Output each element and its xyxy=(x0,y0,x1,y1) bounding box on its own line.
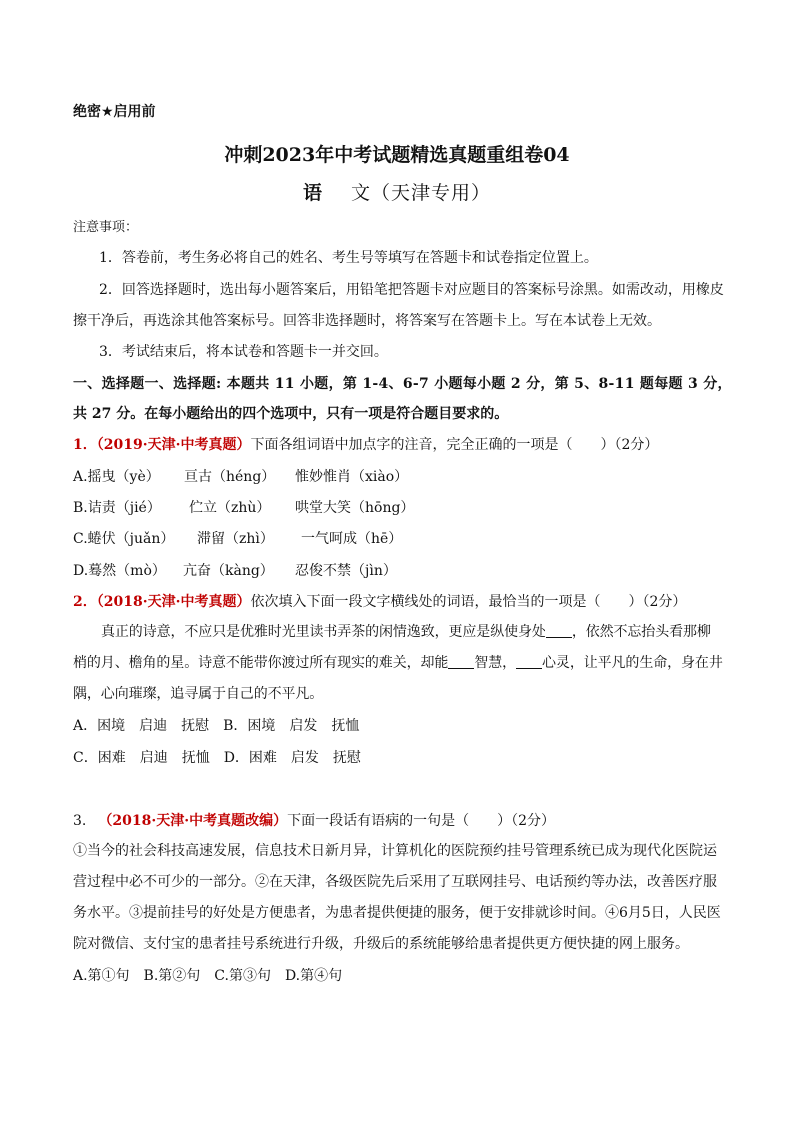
question-2-number: 2． xyxy=(73,594,97,610)
option-a-word-2: 亘古（héng） xyxy=(184,469,276,485)
section-instructions-line1: 一、选择题一、选择题: 本题共 11 小题，第 1-4、6-7 小题每小题 2 分，第 5、8-11 题每题 3 分， xyxy=(73,376,732,392)
option-b-word-1: B.诘责（jié） xyxy=(73,500,161,516)
question-3-stem xyxy=(73,811,555,831)
notice-item-1: 1．答卷前，考生务必将自己的姓名、考生号等填写在答题卡和试卷指定位置上。 xyxy=(99,250,598,266)
notice-item-2-line1: 2．回答选择题时，选出每小题答案后，用铅笔把答题卡对应题目的答案标号涂黑。如需改动，用橡皮 xyxy=(99,282,724,298)
option-c-word-1: C.蜷伏（juǎn） xyxy=(73,531,175,547)
question-2-stem xyxy=(73,592,686,612)
question-2-source: （2018·天津·中考真题） xyxy=(96,594,251,610)
question-2-text: 依次填入下面一段文字横线处的词语，最恰当的一项是（ ）（2分） xyxy=(250,594,687,610)
subject-char-2: 文（天津专用） xyxy=(351,182,492,204)
subject-title xyxy=(0,178,794,205)
option-d-word-3: 忍俊不禁（jìn） xyxy=(295,563,397,579)
notice-item-3: 3．考试结束后，将本试卷和答题卡一并交回。 xyxy=(99,344,388,360)
section-instructions-line2: 共 27 分。在每小题给出的四个选项中，只有一项是符合题目要求的。 xyxy=(73,406,509,422)
notice-heading: 注意事项： xyxy=(73,220,139,235)
question-3-number: 3. xyxy=(73,813,87,829)
option-d-word-1: D.蓦然（mò） xyxy=(73,563,166,579)
fill-blank-3 xyxy=(516,654,542,669)
question-2-options-line2: C．困难 启迪 抚恤 D．困难 启发 抚慰 xyxy=(73,750,361,766)
notice-item-2-line2: 擦干净后，再选涂其他答案标号。回答非选择题时，将答案写在答题卡上。写在本试卷上无效。 xyxy=(73,313,661,329)
confidential-label: 绝密★启用前 xyxy=(73,104,156,120)
question-3-options: A.第①句 B.第②句 C.第③句 D.第④句 xyxy=(73,968,343,984)
question-3-source: （2018·天津·中考真题改编） xyxy=(98,813,288,829)
passage-part-1: 真正的诗意，不应只是优雅时光里读书弄茶的闲情逸致，更应是纵使身处 xyxy=(101,624,546,640)
question-3-passage: ①当今的社会科技高速发展，信息技术日新月异，计算机化的医院预约挂号管理系统已成为现代化医院运营过程中必不可少的一部分。②在天津，各级医院先后采用了互联网挂号、电话预约等办法，改善医疗服务水平。③提前挂号的好处是方便患者，为患者提供便捷的服务，便于安排就诊时间。④6月5日，人民医院对微信、支付宝的患者挂号系统进行升级，升级后的系统能够给患者提供更方便快捷的网上服务。 xyxy=(73,843,721,952)
question-3-text: 下面一段话有语病的一句是（ ）（2分） xyxy=(287,813,555,829)
question-1-number: 1． xyxy=(73,437,97,453)
question-2-options-line1: A．困境 启迪 抚慰 B．困境 启发 抚恤 xyxy=(73,718,360,734)
fill-blank-2 xyxy=(448,654,474,669)
question-1-source: （2019·天津·中考真题） xyxy=(96,437,251,453)
question-1-text: 下面各组词语中加点字的注音，完全正确的一项是（ ）（2分） xyxy=(250,437,659,453)
option-c-word-2: 滞留（zhì） xyxy=(197,531,274,547)
passage-part-2: ，依然不忘抬头看那柳梢的月、檐角的星。诗意不能带你渡过所有现实的难关，却能 xyxy=(73,624,711,671)
option-c-word-3: 一气呵成（hē） xyxy=(301,531,403,547)
passage-part-3: 智慧， xyxy=(474,655,517,671)
option-a-word-1: A.摇曳（yè） xyxy=(73,469,160,485)
fill-blank-1 xyxy=(546,623,572,638)
question-1-stem xyxy=(73,435,658,455)
option-b-word-2: 伫立（zhù） xyxy=(189,500,271,516)
passage-part-4: 心灵，让平凡的生命，身在井隅，心向璀璨，追寻属于自己的不平凡。 xyxy=(73,655,723,702)
option-b-word-3: 哄堂大笑（hōng） xyxy=(295,500,415,516)
question-2-passage xyxy=(73,617,723,710)
option-d-word-2: 亢奋（kàng） xyxy=(183,563,274,579)
option-a-word-3: 惟妙惟肖（xiào） xyxy=(295,469,409,485)
exam-title: 冲刺2023年中考试题精选真题重组卷04 xyxy=(224,144,570,166)
subject-char-1: 语 xyxy=(302,182,323,204)
